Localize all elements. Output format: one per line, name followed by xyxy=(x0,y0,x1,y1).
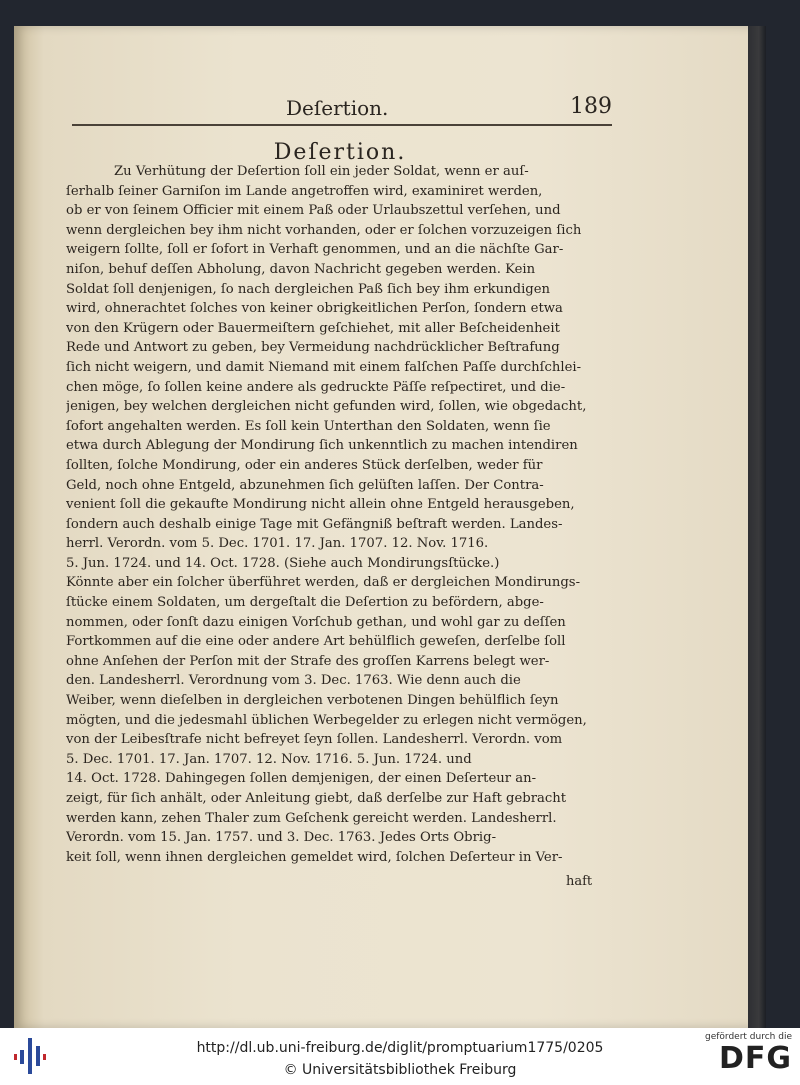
text-line: etwa durch Ablegung der Mondirung ſich unkenntlich zu machen intendiren xyxy=(66,438,578,454)
text-line: von der Leibesſtrafe nicht befreyet ſeyn ſollen. Landesherrl. Verordn. vom xyxy=(66,732,563,748)
page-number: 189 xyxy=(570,94,612,119)
text-line: Zu Verhütung der Deſertion ſoll ein jeder Soldat, wenn er auſ- xyxy=(114,164,529,179)
text-line: wenn dergleichen bey ihm nicht vorhanden, oder er ſolchen vorzuzeigen ſich xyxy=(66,222,582,238)
dfg-logo-icon xyxy=(702,1032,792,1080)
text-line: nommen, oder ſonſt dazu einigen Vorſchub gethan, und wohl gar zu deſſen xyxy=(66,614,566,630)
text-line: keit ſoll, wenn ihnen dergleichen gemeldet wird, ſolchen Deſerteur in Ver- xyxy=(66,849,563,865)
header-rule xyxy=(72,124,612,126)
text-line: 5. Dec. 1701. 17. Jan. 1707. 12. Nov. 1716. 5. Jun. 1724. und xyxy=(66,751,472,767)
text-line: chen möge, ſo ſollen keine andere als gedruckte Päſſe reſpectiret, und die- xyxy=(66,379,566,395)
footer-bar xyxy=(0,1028,800,1085)
text-line: ſtücke einem Soldaten, um dergeſtalt die Deſertion zu befördern, abge- xyxy=(66,595,544,611)
running-head xyxy=(266,78,616,118)
text-line: wird, ohnerachtet ſolches von keiner obrigkeitlichen Perſon, ſondern etwa xyxy=(66,301,563,317)
text-line: venient ſoll die gekaufte Mondirung nicht allein ohne Entgeld herausgeben, xyxy=(66,497,575,513)
text-line: von den Krügern oder Bauermeiſtern geſchiehet, mit aller Beſcheidenheit xyxy=(66,320,560,336)
dfg-logo-text: DFG xyxy=(718,1041,792,1076)
text-line: ſofort angehalten werden. Es ſoll kein Unterthan den Soldaten, wenn ſie xyxy=(66,418,551,434)
running-head-title: Deſertion. xyxy=(286,96,389,120)
text-line: Rede und Antwort zu geben, bey Vermeidung nachdrücklicher Beſtrafung xyxy=(66,340,560,356)
text-line: zeigt, für ſich anhält, oder Anleitung giebt, daß derſelbe zur Haft gebracht xyxy=(66,791,567,806)
text-line: ſollten, ſolche Mondirung, oder ein anderes Stück derſelben, weder für xyxy=(66,457,543,473)
text-line: 5. Jun. 1724. und 14. Oct. 1728. (Siehe auch Mondirungsſtücke.) xyxy=(66,555,500,571)
text-line: ohne Anſehen der Perſon mit der Strafe des groſſen Karrens belegt wer- xyxy=(66,653,550,669)
text-line: mögten, und die jedesmahl üblichen Werbegelder zu erlegen nicht vermögen, xyxy=(66,712,587,728)
text-line: Fortkommen auf die eine oder andere Art behülflich geweſen, derſelbe ſoll xyxy=(66,634,566,650)
text-line: ſich nicht weigern, und damit Niemand mit einem falſchen Paſſe durchſchlei- xyxy=(66,359,582,375)
text-line: Verordn. vom 15. Jan. 1757. und 3. Dec. 1763. Jedes Orts Obrig- xyxy=(66,830,497,846)
footer-copyright: © Universitätsbibliothek Freiburg xyxy=(283,1062,517,1078)
text-line: Könnte aber ein ſolcher überführet werden, daß er dergleichen Mondirungs- xyxy=(66,575,581,591)
text-line: werden kann, zehen Thaler zum Geſchenk gereicht werden. Landesherrl. xyxy=(66,810,557,826)
body-text xyxy=(66,162,614,867)
page-edge xyxy=(748,26,766,1028)
text-line: jenigen, bey welchen dergleichen nicht gefunden wird, ſollen, wie obgedacht, xyxy=(66,399,587,415)
text-line: Soldat ſoll denjenigen, ſo nach dergleichen Paß ſich bey ihm erkundigen xyxy=(66,281,551,297)
text-line: ob er von ſeinem Officier mit einem Paß oder Urlaubszettul verſehen, und xyxy=(66,203,561,219)
catchword: haft xyxy=(566,874,593,889)
text-line: Weiber, wenn dieſelben in dergleichen verbotenen Dingen behülflich ſeyn xyxy=(66,693,559,709)
dfg-caption: gefördert durch die xyxy=(705,1032,792,1042)
text-line: herrl. Verordn. vom 5. Dec. 1701. 17. Jan. 1707. 12. Nov. 1716. xyxy=(66,536,489,552)
text-line: weigern ſollte, ſoll er ſofort in Verhaft genommen, und an die nächſte Gar- xyxy=(66,242,564,258)
text-line: ſondern auch deshalb einige Tage mit Gefängniß beſtraft werden. Landes- xyxy=(66,516,563,532)
section-heading: Deſertion. xyxy=(273,140,407,165)
text-line: den. Landesherrl. Verordnung vom 3. Dec. 1763. Wie denn auch die xyxy=(66,673,521,689)
text-line: Geld, noch ohne Entgeld, abzunehmen ſich gelüſten laſſen. Der Contra- xyxy=(66,477,544,493)
text-line: niſon, behuf deſſen Abholung, davon Nachricht gegeben werden. Kein xyxy=(66,261,536,277)
text-line: 14. Oct. 1728. Dahingegen ſollen demjenigen, der einen Deſerteur an- xyxy=(66,771,537,787)
text-line: ſerhalb ſeiner Garniſon im Lande angetroffen wird, examiniret werden, xyxy=(66,183,543,199)
footer-url-link[interactable]: http://dl.ub.uni-freiburg.de/diglit/promptuarium1775/0205 xyxy=(196,1040,604,1056)
